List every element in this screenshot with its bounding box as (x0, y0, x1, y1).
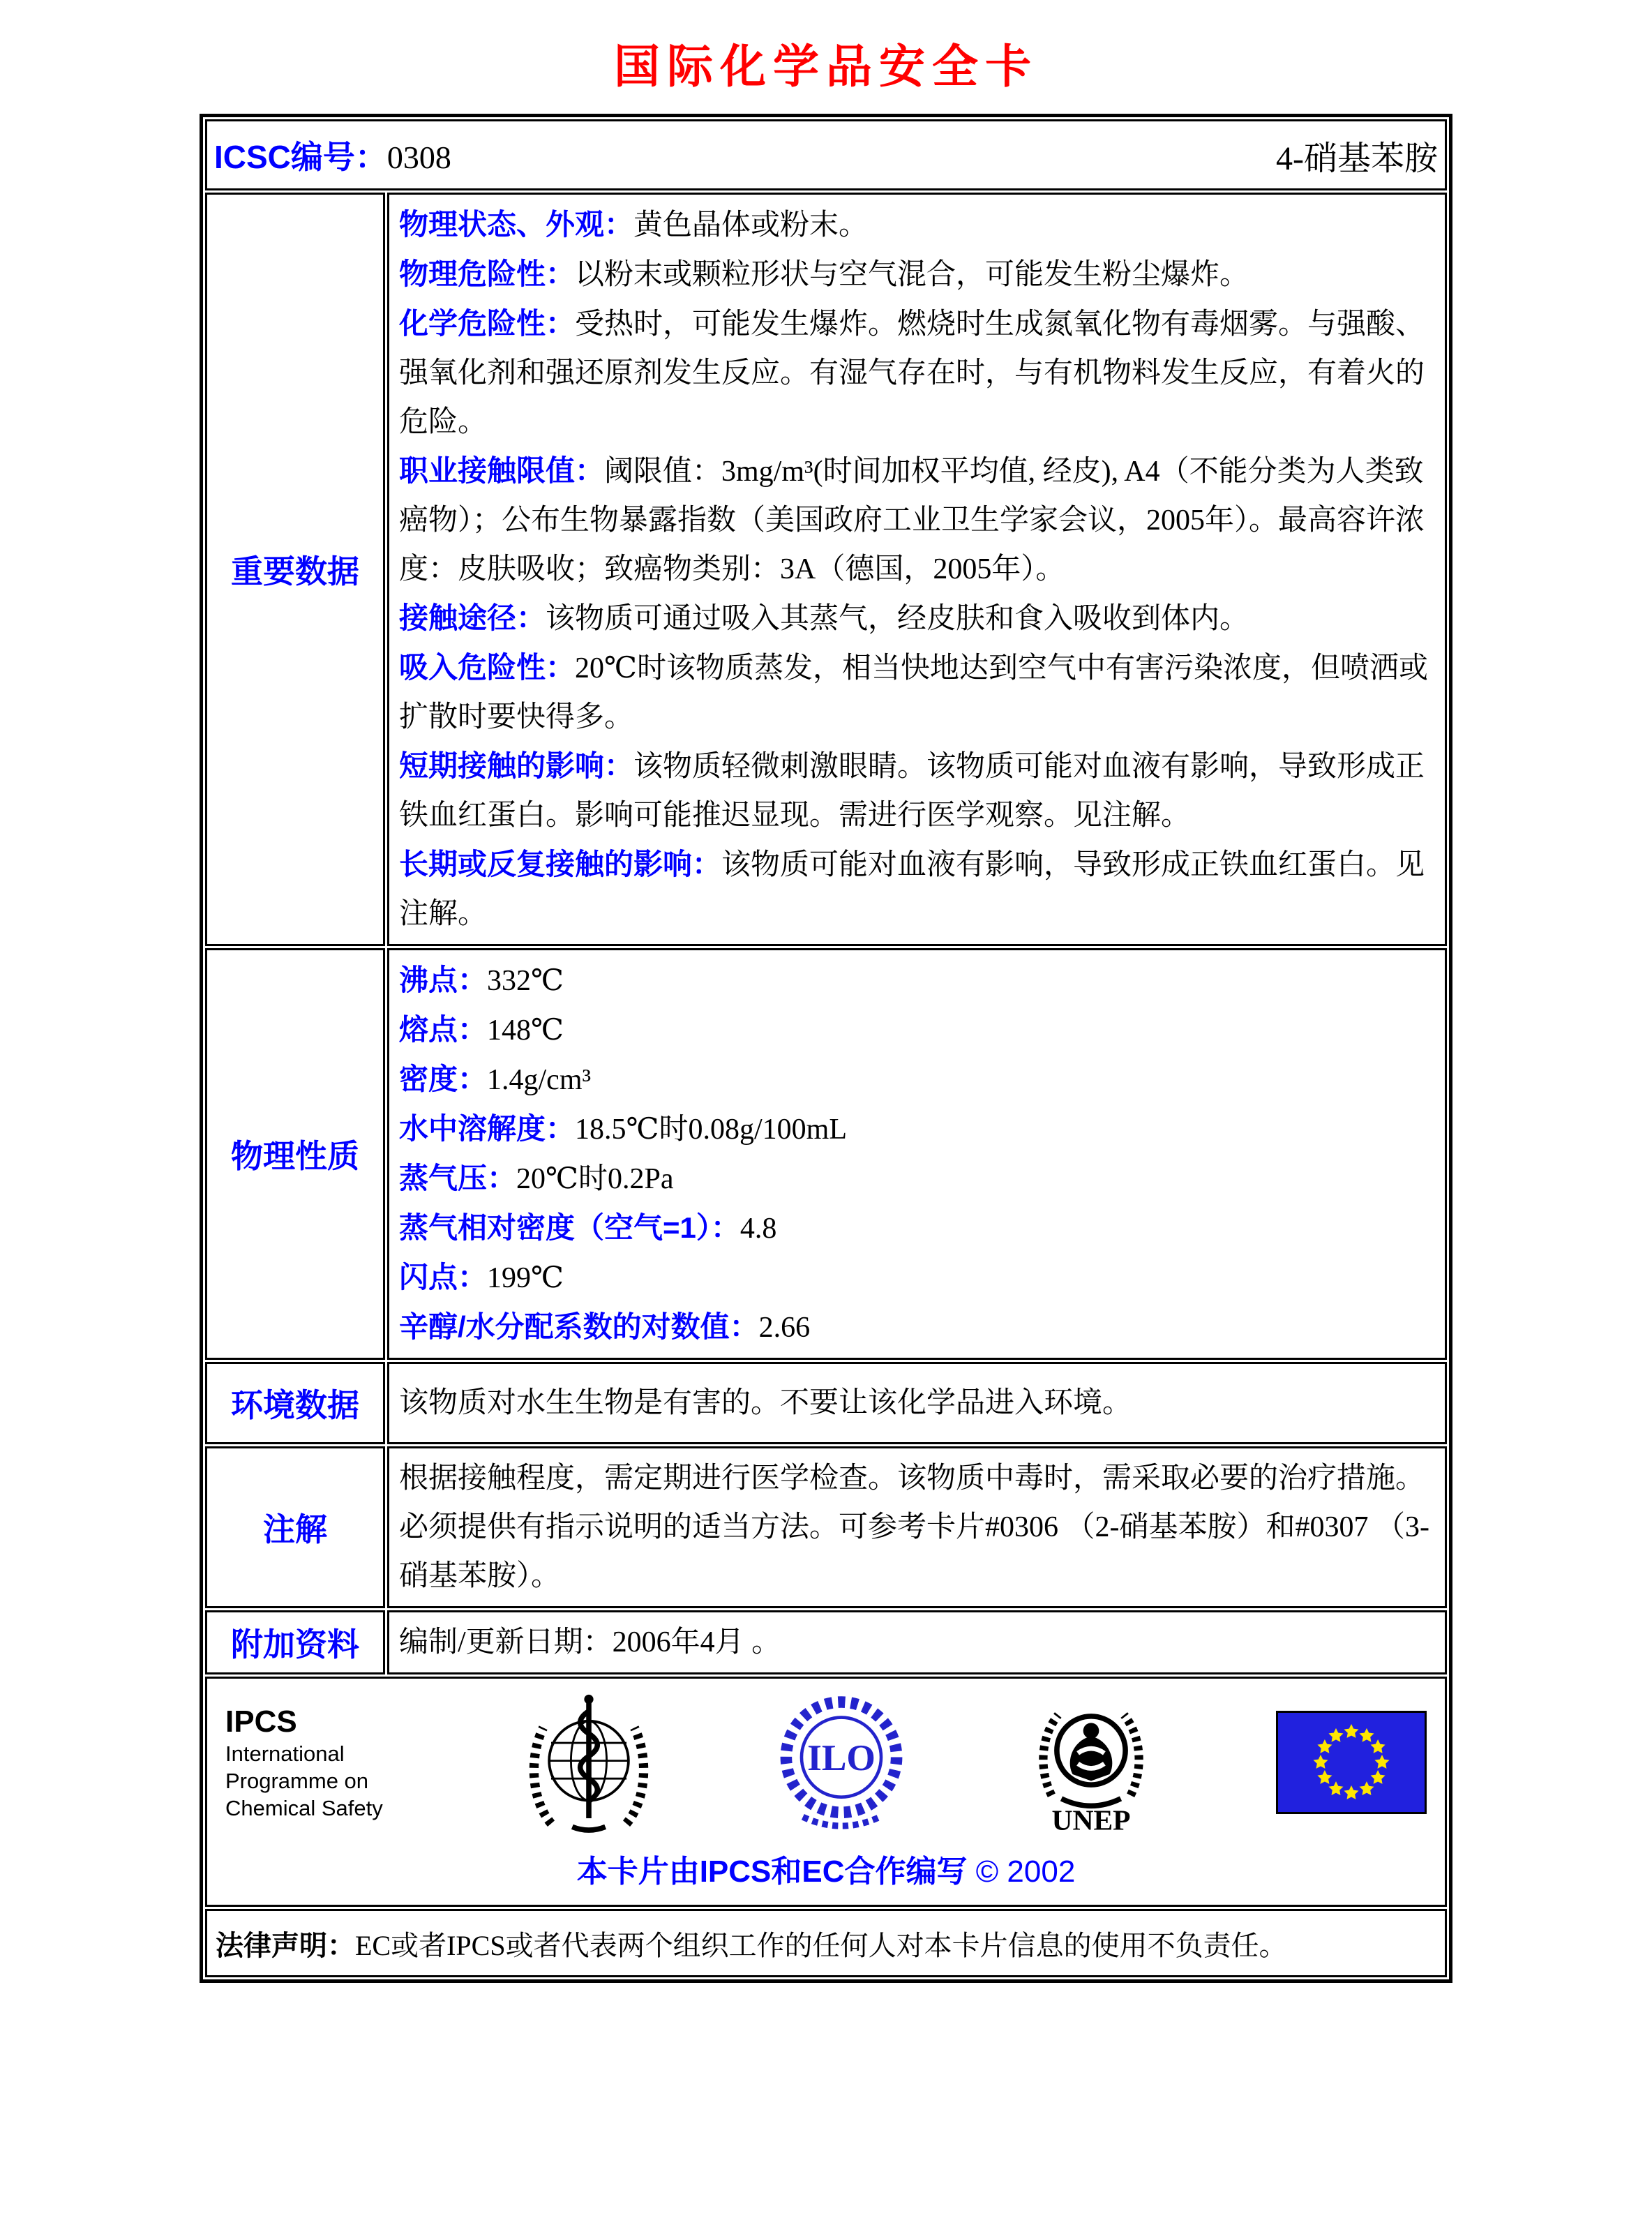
row-label-notes: 注解 (205, 1446, 385, 1608)
important-data-content (387, 193, 1447, 946)
property-entry (399, 1104, 1435, 1154)
property-entry (399, 1303, 1435, 1352)
property-label: 蒸气相对密度（空气=1）： (399, 1211, 740, 1244)
data-entry (399, 742, 1435, 840)
entry-label: 接触途径： (399, 601, 546, 634)
legal-row (205, 1909, 1447, 1977)
property-label: 水中溶解度： (399, 1112, 576, 1145)
row-label-additional-info: 附加资料 (205, 1610, 385, 1674)
physical-properties-row (205, 948, 1447, 1360)
property-label: 密度： (399, 1063, 488, 1095)
credit-text: 本卡片由IPCS和EC合作编写 (576, 1854, 968, 1889)
additional-info-row (205, 1610, 1447, 1674)
property-entry (399, 1253, 1435, 1303)
data-entry (399, 643, 1435, 742)
notes-row (205, 1446, 1447, 1608)
property-value: 199℃ (487, 1262, 564, 1294)
entry-text: 20℃时该物质蒸发，相当快地达到空气中有害污染浓度，但喷洒或扩散时要快得多。 (399, 652, 1429, 733)
property-entry (399, 956, 1435, 1005)
property-entry (399, 1005, 1435, 1055)
data-entry (399, 200, 1435, 250)
ilo-logo-text: ILO (807, 1737, 876, 1779)
property-label: 闪点： (399, 1261, 488, 1294)
entry-label: 短期接触的影响： (399, 749, 634, 782)
property-value: 148℃ (487, 1014, 564, 1047)
notes-content (387, 1446, 1447, 1608)
ilo-logo-icon (777, 1691, 906, 1834)
entry-text: 受热时，可能发生爆炸。燃烧时生成氮氧化物有毒烟雾。与强酸、强氧化剂和强还原剂发生反应。有湿气存在时，与有机物料发生反应，有着火的危险。 (399, 308, 1425, 438)
property-value: 2.66 (758, 1312, 811, 1344)
entry-label: 物理状态、外观： (399, 208, 634, 241)
entry-label: 吸入危险性： (399, 651, 576, 684)
row-label-important-data: 重要数据 (205, 193, 385, 946)
unep-logo-icon (1032, 1690, 1150, 1835)
property-label: 熔点： (399, 1013, 488, 1046)
header-bar (214, 131, 1438, 179)
copyright-text: © 2002 (975, 1854, 1076, 1889)
property-value: 20℃时0.2Pa (516, 1163, 674, 1195)
page-title: 国际化学品安全卡 (614, 42, 1038, 93)
entry-text: 该物质可能对血液有影响，导致形成正铁血红蛋白。见注解。 (399, 849, 1425, 930)
ipcs-acronym: IPCS (225, 1704, 297, 1739)
physical-properties-content (387, 948, 1447, 1360)
row-label-physical-properties: 物理性质 (205, 948, 385, 1360)
legal-disclaimer (205, 1909, 1447, 1977)
entry-text: 该物质可通过吸入其蒸气，经皮肤和食入吸收到体内。 (546, 603, 1249, 635)
property-label: 辛醇/水分配系数的对数值： (399, 1310, 759, 1343)
entry-text: 阈限值：3mg/m³(时间加权平均值, 经皮), A4（不能分类为人类致癌物）；公布生物暴露指数（美国政府工业卫生学家会议，2005年）。最高容许浓度：皮肤吸收；致癌物类别：3A（德国，2005年）。 (399, 456, 1425, 585)
property-label: 沸点： (399, 964, 488, 996)
property-entry (399, 1204, 1435, 1253)
icsc-number-value: 0308 (386, 140, 451, 175)
entry-label: 长期或反复接触的影响： (399, 848, 722, 881)
entry-label: 物理危险性： (399, 257, 576, 290)
icsc-number-label: ICSC编号： (214, 139, 387, 175)
header-row (205, 119, 1447, 190)
unep-logo-text: UNEP (1051, 1804, 1131, 1835)
ipcs-line-1: International (225, 1741, 345, 1766)
logos-row (205, 1677, 1447, 1907)
property-entry (399, 1055, 1435, 1104)
data-entry (399, 594, 1435, 643)
data-entry (399, 250, 1435, 299)
notes-text: 根据接触程度，需定期进行医学检查。该物质中毒时，需采取必要的治疗措施。必须提供有指示说明的适当方法。可参考卡片#0306 （2-硝基苯胺）和#0307 （3-硝基苯胺）。 (399, 1462, 1429, 1592)
icsc-number-field (214, 132, 451, 178)
ipcs-text-block (225, 1704, 400, 1822)
chemical-name: 4-硝基苯胺 (1276, 140, 1438, 177)
property-value: 1.4g/cm³ (487, 1064, 592, 1096)
row-label-environmental-data: 环境数据 (205, 1362, 385, 1444)
entry-text: 以粉末或颗粒形状与空气混合，可能发生粉尘爆炸。 (575, 259, 1249, 291)
legal-label: 法律声明： (216, 1930, 355, 1961)
additional-info-text: 编制/更新日期：2006年4月 。 (399, 1626, 781, 1658)
data-entry (399, 299, 1435, 447)
environmental-data-text: 该物质对水生生物是有害的。不要让该化学品进入环境。 (399, 1387, 1132, 1419)
additional-info-content (387, 1610, 1447, 1674)
environmental-data-content (387, 1362, 1447, 1444)
entry-text: 该物质轻微刺激眼睛。该物质可能对血液有影响，导致形成正铁血红蛋白。影响可能推迟显现。需进行医学观察。见注解。 (399, 751, 1425, 832)
ipcs-line-3: Chemical Safety (225, 1795, 383, 1820)
organization-logos (220, 1688, 1432, 1836)
entry-label: 化学危险性： (399, 307, 576, 340)
data-entry (399, 840, 1435, 938)
who-logo-icon (526, 1691, 652, 1834)
property-value: 332℃ (487, 965, 564, 997)
entry-text: 黄色晶体或粉末。 (633, 209, 869, 241)
legal-text: EC或者IPCS或者代表两个组织工作的任何人对本卡片信息的使用不负责任。 (355, 1929, 1287, 1961)
credit-line (220, 1846, 1432, 1891)
icsc-table (200, 114, 1452, 1983)
property-value: 18.5℃时0.08g/100mL (575, 1114, 847, 1146)
data-entry (399, 447, 1435, 594)
ipcs-line-2: Programme on (225, 1768, 369, 1793)
property-value: 4.8 (739, 1213, 777, 1245)
property-entry (399, 1154, 1435, 1204)
environmental-data-row (205, 1362, 1447, 1444)
important-data-row (205, 193, 1447, 946)
eu-flag-icon (1276, 1711, 1427, 1814)
entry-label: 职业接触限值： (399, 454, 605, 487)
property-label: 蒸气压： (399, 1162, 517, 1194)
